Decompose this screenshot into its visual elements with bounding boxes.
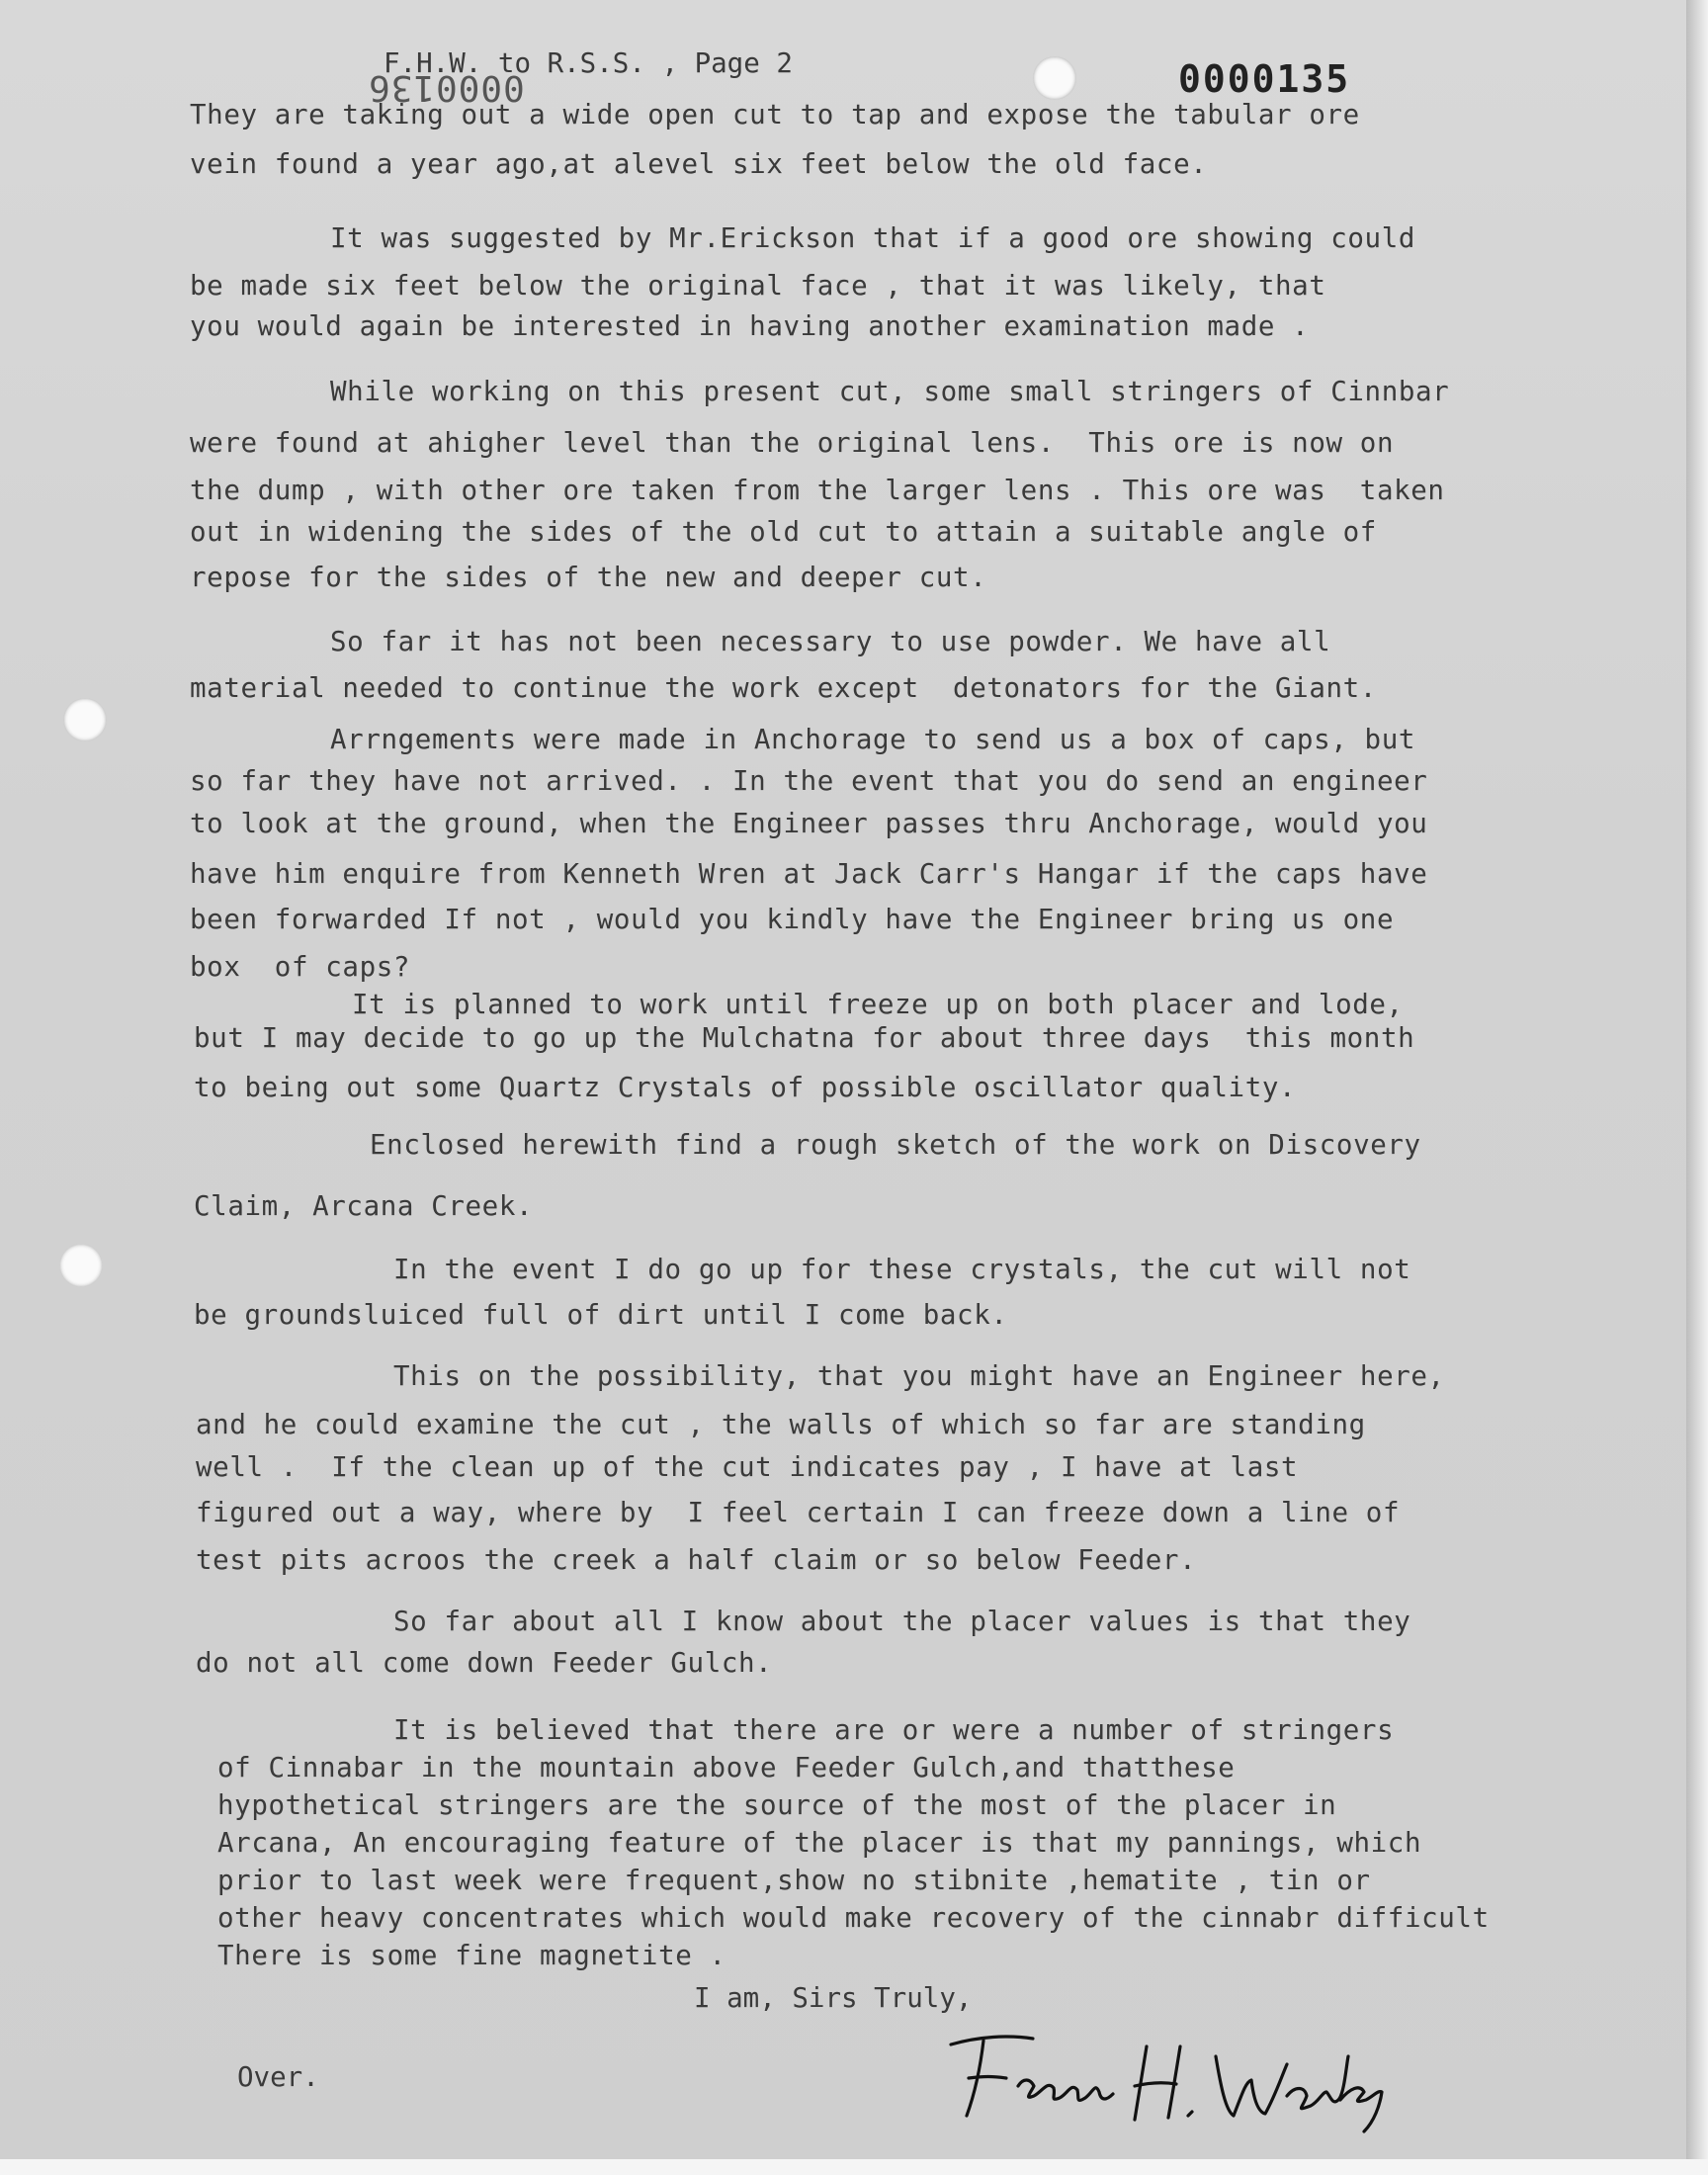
paper-edge-bottom <box>0 2159 1708 2175</box>
body-line: test pits acroos the creek a half claim or so below Feeder. <box>196 1544 1197 1576</box>
page-header: F.H.W. to R.S.S. , Page 2 <box>384 47 793 79</box>
body-line: and he could examine the cut , the walls of which so far are standing <box>196 1409 1366 1440</box>
punch-hole <box>63 698 107 741</box>
body-line: While working on this present cut, some small stringers of Cinnbar <box>330 376 1450 407</box>
body-line: box of caps? <box>190 951 411 983</box>
body-line: prior to last week were frequent,show no stibnite ,hematite , tin or <box>217 1865 1371 1896</box>
body-line: Arcana, An encouraging feature of the placer is that my pannings, which <box>217 1827 1422 1859</box>
body-line: the dump , with other ore taken from the larger lens . This ore was taken <box>190 475 1445 506</box>
body-line: to look at the ground, when the Engineer passes thru Anchorage, would you <box>190 808 1428 839</box>
punch-hole <box>59 1244 103 1287</box>
body-line: out in widening the sides of the old cut to attain a suitable angle of <box>190 516 1377 548</box>
body-line: repose for the sides of the new and deeper cut. <box>190 562 987 593</box>
body-line: you would again be interested in having another examination made . <box>190 310 1310 342</box>
body-line: It is planned to work until freeze up on both placer and lode, <box>352 989 1404 1020</box>
closing-salutation: I am, Sirs Truly, <box>694 1982 973 2014</box>
body-line: Arrngements were made in Anchorage to send us a box of caps, but <box>330 724 1416 755</box>
body-line: have him enquire from Kenneth Wren at Jack Carr's Hangar if the caps have <box>190 858 1428 890</box>
body-line: be groundsluiced full of dirt until I come back. <box>194 1299 1008 1331</box>
body-line: Enclosed herewith find a rough sketch of the work on Discovery <box>370 1129 1421 1161</box>
body-line: but I may decide to go up the Mulchatna for about three days this month <box>194 1022 1415 1054</box>
body-line: They are taking out a wide open cut to tap and expose the tabular ore <box>190 99 1360 130</box>
body-line: other heavy concentrates which would make recovery of the cinnabr difficult <box>217 1902 1490 1934</box>
body-line: There is some fine magnetite . <box>217 1940 726 1971</box>
body-line: figured out a way, where by I feel certain I can freeze down a line of <box>196 1497 1401 1528</box>
paper-edge <box>1686 0 1708 2175</box>
body-line: vein found a year ago,at alevel six feet below the old face. <box>190 148 1208 180</box>
body-line: In the event I do go up for these crystals, the cut will not <box>393 1254 1411 1285</box>
body-line: be made six feet below the original face , that it was likely, that <box>190 270 1326 302</box>
body-line: do not all come down Feeder Gulch. <box>196 1647 773 1679</box>
body-line: were found at ahigher level than the original lens. This ore is now on <box>190 427 1395 459</box>
body-line: well . If the clean up of the cut indicates pay , I have at last <box>196 1451 1299 1483</box>
body-line: to being out some Quartz Crystals of possible oscillator quality. <box>194 1072 1297 1103</box>
document-number: 0000135 <box>1178 57 1351 101</box>
body-line: So far it has not been necessary to use powder. We have all <box>330 626 1331 657</box>
body-line: It is believed that there are or were a number of stringers <box>393 1714 1395 1746</box>
body-line: It was suggested by Mr.Erickson that if a good ore showing could <box>330 222 1416 254</box>
punch-hole <box>1033 56 1076 100</box>
body-line: material needed to continue the work except detonators for the Giant. <box>190 672 1377 704</box>
body-line: of Cinnabar in the mountain above Feeder Gulch,and thatthese <box>217 1752 1236 1784</box>
body-line: so far they have not arrived. . In the event that you do send an engineer <box>190 765 1428 797</box>
body-line: This on the possibility, that you might have an Engineer here, <box>393 1360 1445 1392</box>
body-line: been forwarded If not , would you kindly have the Engineer bring us one <box>190 904 1395 935</box>
footer-over: Over. <box>237 2061 319 2093</box>
body-line: Claim, Arcana Creek. <box>194 1190 534 1222</box>
body-line: So far about all I know about the placer values is that they <box>393 1606 1411 1637</box>
body-line: hypothetical stringers are the source of the most of the placer in <box>217 1789 1337 1821</box>
handwritten-signature <box>939 2017 1394 2135</box>
bleed-through-stamp: 0000136 <box>368 67 525 108</box>
